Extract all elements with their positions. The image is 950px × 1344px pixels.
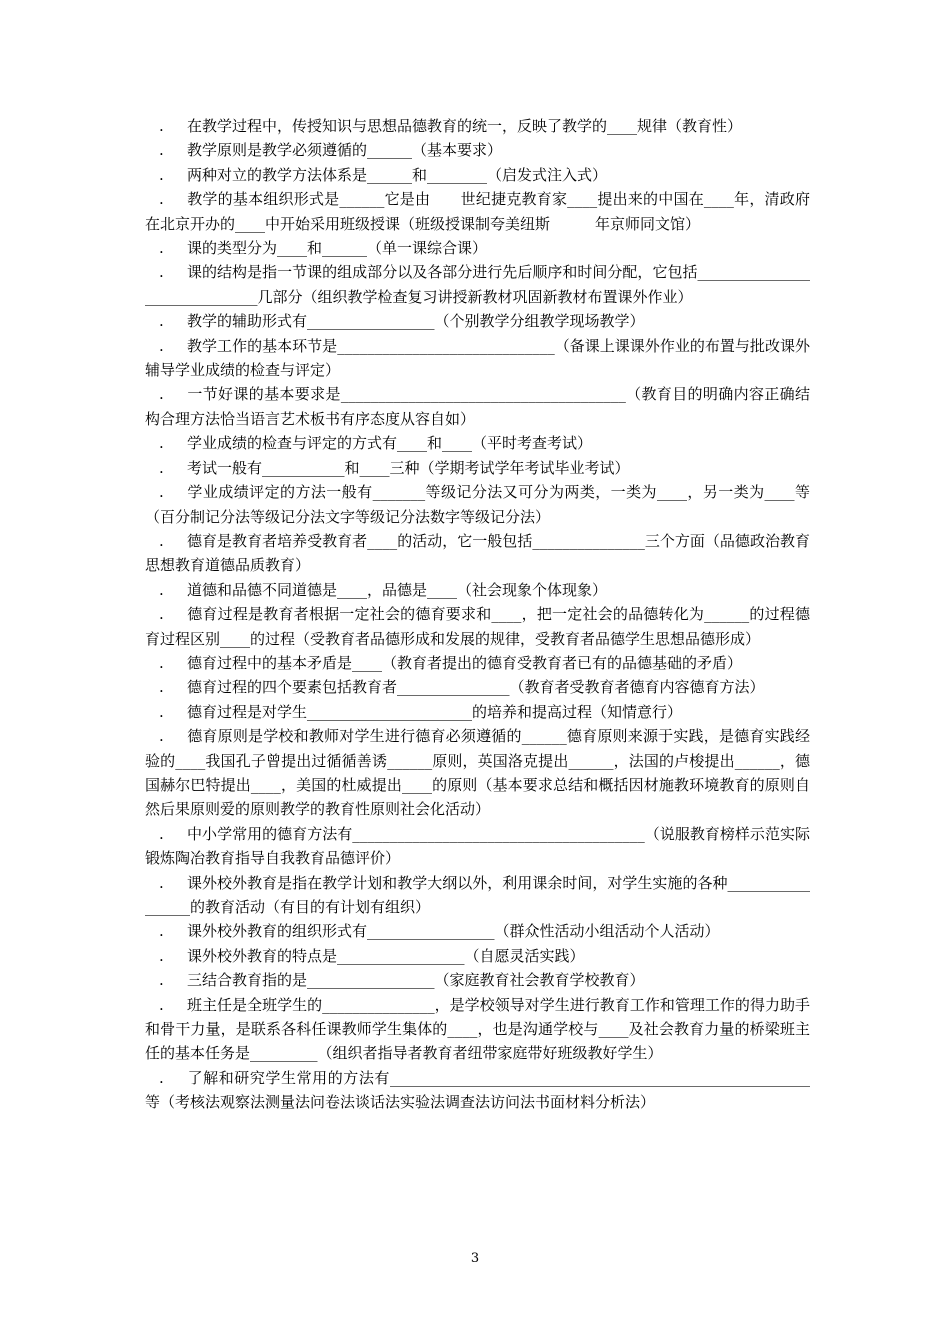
question-item xyxy=(145,138,810,162)
question-item xyxy=(145,602,810,651)
bullet-dot: . xyxy=(159,483,164,502)
question-item xyxy=(145,724,810,822)
page-number: 3 xyxy=(470,1251,480,1266)
question-item xyxy=(145,382,810,431)
question-item xyxy=(145,700,810,724)
question-text: 三结合教育指的是_________________（家庭教育社会教育学校教育） xyxy=(187,971,645,990)
question-item xyxy=(145,236,810,260)
question-text: 考试一般有___________和____三种（学期考试学年考试毕业考试） xyxy=(187,458,630,477)
bullet-dot: . xyxy=(159,117,164,135)
question-item xyxy=(145,456,810,480)
question-text: 中小学常用的德育方法有_______________________________________（说服教育榜样示范实际锻炼陶冶教育指导自我教育品德评价） xyxy=(145,824,810,868)
question-text: 教学的辅助形式有_________________（个别教学分组教学现场教学） xyxy=(187,312,645,331)
bullet-dot: . xyxy=(159,239,164,258)
question-text: 了解和研究学生常用的方法有________________________________________________________等（考核法观察法测量法问卷法谈话法实验法调查法访问法书面材料分析法） xyxy=(145,1068,810,1112)
question-item xyxy=(145,529,810,578)
bullet-dot: . xyxy=(159,702,164,721)
bullet-dot: . xyxy=(159,605,164,624)
bullet-dot: . xyxy=(159,531,164,550)
question-item xyxy=(145,163,810,187)
question-item xyxy=(145,1066,810,1115)
question-item xyxy=(145,822,810,871)
bullet-dot: . xyxy=(159,922,164,941)
question-text: 德育过程是教育者根据一定社会的德育要求和____，把一定社会的品德转化为______的过程德育过程区别____的过程（受教育者品德形成和发展的规律，受教育者品德学生思想品德形成） xyxy=(145,605,810,648)
question-item xyxy=(145,871,810,920)
question-text: 德育是教育者培养受教育者____的活动，它一般包括_______________三个方面（品德政治教育思想教育道德品质教育） xyxy=(145,531,810,575)
bullet-dot: . xyxy=(159,458,164,477)
bullet-dot: . xyxy=(159,1068,164,1087)
question-item xyxy=(145,309,810,333)
question-item xyxy=(145,334,810,383)
bullet-dot: . xyxy=(159,995,164,1014)
bullet-dot: . xyxy=(159,165,164,184)
question-item xyxy=(145,431,810,455)
question-text: 课外校外教育的特点是_________________（自愿灵活实践） xyxy=(187,946,585,965)
question-text: 课外校外教育的组织形式有_________________（群众性活动小组活动个人活动） xyxy=(187,922,720,941)
question-text: 学业成绩的检查与评定的方式有____和____（平时考查考试） xyxy=(187,434,593,453)
question-text: 教学原则是教学必须遵循的______（基本要求） xyxy=(187,141,503,160)
question-item xyxy=(145,968,810,992)
question-item xyxy=(145,919,810,943)
question-text: 课的类型分为____和______（单一课综合课） xyxy=(187,239,488,258)
bullet-dot: . xyxy=(159,141,164,160)
bullet-dot: . xyxy=(159,190,164,209)
bullet-dot: . xyxy=(159,434,164,453)
question-text: 两种对立的教学方法体系是______和________（启发式注入式） xyxy=(187,165,608,184)
bullet-dot: . xyxy=(159,946,164,965)
question-item xyxy=(145,675,810,699)
bullet-dot: . xyxy=(159,727,164,746)
document-body xyxy=(145,114,810,1115)
question-text: 班主任是全班学生的_______________，是学校领导对学生进行教育工作和管理工作的得力助手和骨干力量，是联系各科任课教师学生集体的____，也是沟通学校与____及社会教育力量的桥梁班主任的基本任务是_________（组织者指导者教育者纽带家庭带好班级教好学生） xyxy=(145,995,810,1063)
question-item xyxy=(145,944,810,968)
bullet-dot: . xyxy=(159,971,164,990)
bullet-dot: . xyxy=(159,678,164,697)
question-text: 德育过程的四个要素包括教育者_______________（教育者受教育者德育内容德育方法） xyxy=(187,678,765,697)
bullet-dot: . xyxy=(159,873,164,892)
question-item xyxy=(145,187,810,236)
bullet-dot: . xyxy=(159,312,164,331)
question-text: 道德和品德不同道德是____，品德是____（社会现象个体现象） xyxy=(187,580,608,599)
question-item xyxy=(145,480,810,529)
bullet-dot: . xyxy=(159,653,164,672)
bullet-dot: . xyxy=(159,336,164,355)
question-text: 教学的基本组织形式是______它是由 世纪捷克教育家____提出来的中国在____年，清政府在北京开办的____中开始采用班级授课（班级授课制夸美纽斯 年京师同文馆） xyxy=(145,190,810,233)
question-item xyxy=(145,993,810,1066)
question-item xyxy=(145,651,810,675)
question-text: 教学工作的基本环节是_____________________________（备课上课课外作业的布置与批改课外辅导学业成绩的检查与评定） xyxy=(145,336,810,380)
bullet-dot: . xyxy=(159,580,164,599)
question-item xyxy=(145,260,810,309)
question-text: 学业成绩评定的方法一般有_______等级记分法又可分为两类，一类为____，另一类为____等（百分制记分法等级记分法文字等级记分法数字等级记分法） xyxy=(145,483,810,526)
question-text: 在教学过程中，传授知识与思想品德教育的统一，反映了教学的____规律（教育性） xyxy=(187,117,743,135)
bullet-dot: . xyxy=(159,263,164,282)
question-text: 德育原则是学校和教师对学生进行德育必须遵循的______德育原则来源于实践，是德育实践经验的____我国孔子曾提出过循循善诱______原则，英国洛克提出______，法国的卢梭提出______，德国赫尔巴特提出____，美国的杜威提出____的原则（基本要求总结和概括因材施教环境教育的原则自然后果原则爱的原则教学的教育性原则社会化活动） xyxy=(145,727,810,819)
question-text: 一节好课的基本要求是______________________________________（教育目的明确内容正确结构合理方法恰当语言艺术板书有序态度从容自如） xyxy=(145,385,810,428)
question-text: 德育过程中的基本矛盾是____（教育者提出的德育受教育者已有的品德基础的矛盾） xyxy=(187,653,743,672)
question-text: 课外校外教育是指在教学计划和教学大纲以外，利用课余时间，对学生实施的各种_________________的教育活动（有目的有计划有组织） xyxy=(145,873,810,916)
question-item xyxy=(145,578,810,602)
bullet-dot: . xyxy=(159,385,164,404)
question-item xyxy=(145,114,810,138)
question-text: 课的结构是指一节课的组成部分以及各部分进行先后顺序和时间分配，它包括______________________________几部分（组织教学检查复习讲授新教材巩固新教材布置课外作业） xyxy=(145,263,810,306)
question-text: 德育过程是对学生______________________的培养和提高过程（知情意行） xyxy=(187,702,683,721)
bullet-dot: . xyxy=(159,824,164,843)
